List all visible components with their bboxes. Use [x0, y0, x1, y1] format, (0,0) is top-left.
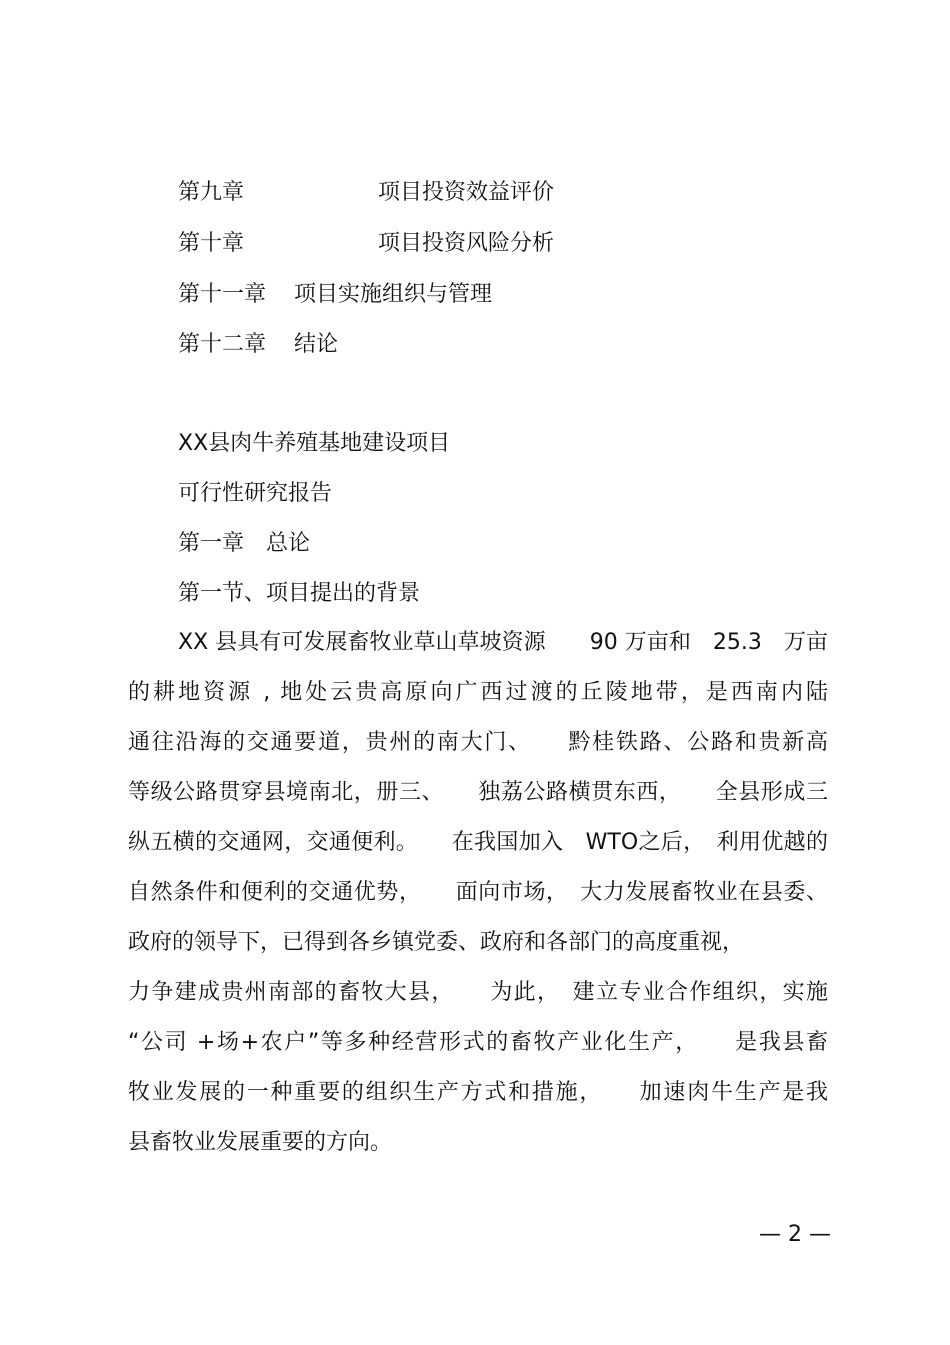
paragraph-line: 政府的领导下，已得到各乡镇党委、政府和各部门的高度重视， — [128, 930, 745, 955]
paragraph-line: 纵五横的交通网，交通便利。 在我国加入 WTO之后， 利用优越的 — [128, 830, 828, 855]
page-number: — 2 — — [759, 1222, 831, 1247]
toc-chapter-number: 第十二章 — [178, 332, 267, 357]
paragraph-line: XX 县具有可发展畜牧业草山草坡资源 90 万亩和 25.3 万亩 — [178, 630, 828, 655]
report-title: XX县肉牛养殖基地建设项目 — [178, 431, 451, 456]
toc-chapter-title: 项目投资效益评价 — [378, 180, 555, 205]
paragraph-line: 力争建成贵州南部的畜牧大县， 为此， 建立专业合作组织，实施 — [128, 980, 828, 1005]
paragraph-line: 县畜牧业发展重要的方向。 — [128, 1130, 393, 1155]
toc-chapter-number: 第十章 — [178, 231, 245, 256]
report-subtitle: 可行性研究报告 — [178, 481, 333, 506]
section-heading: 第一节、项目提出的背景 — [178, 581, 421, 606]
paragraph-line: 的耕地资源 , 地处云贵高原向广西过渡的丘陵地带，是西南内陆 — [128, 680, 828, 705]
toc-chapter-title: 项目实施组织与管理 — [294, 282, 493, 307]
toc-chapter-title: 项目投资风险分析 — [378, 231, 555, 256]
paragraph-line: 等级公路贯穿县境南北，册三、 独荔公路横贯东西， 全县形成三 — [128, 780, 828, 805]
paragraph-line: 牧业发展的一种重要的组织生产方式和措施， 加速肉牛生产是我 — [128, 1080, 828, 1105]
paragraph-line: “公司 +场+农户”等多种经营形式的畜牧产业化生产， 是我县畜 — [128, 1030, 828, 1055]
paragraph-line: 通往沿海的交通要道，贵州的南大门、 黔桂铁路、公路和贵新高 — [128, 730, 828, 755]
chapter-heading: 第一章 总论 — [178, 531, 311, 556]
paragraph-line: 自然条件和便利的交通优势， 面向市场， 大力发展畜牧业在县委、 — [128, 880, 828, 905]
toc-chapter-number: 第九章 — [178, 180, 245, 205]
toc-chapter-title: 结论 — [294, 332, 339, 357]
toc-chapter-number: 第十一章 — [178, 282, 267, 307]
